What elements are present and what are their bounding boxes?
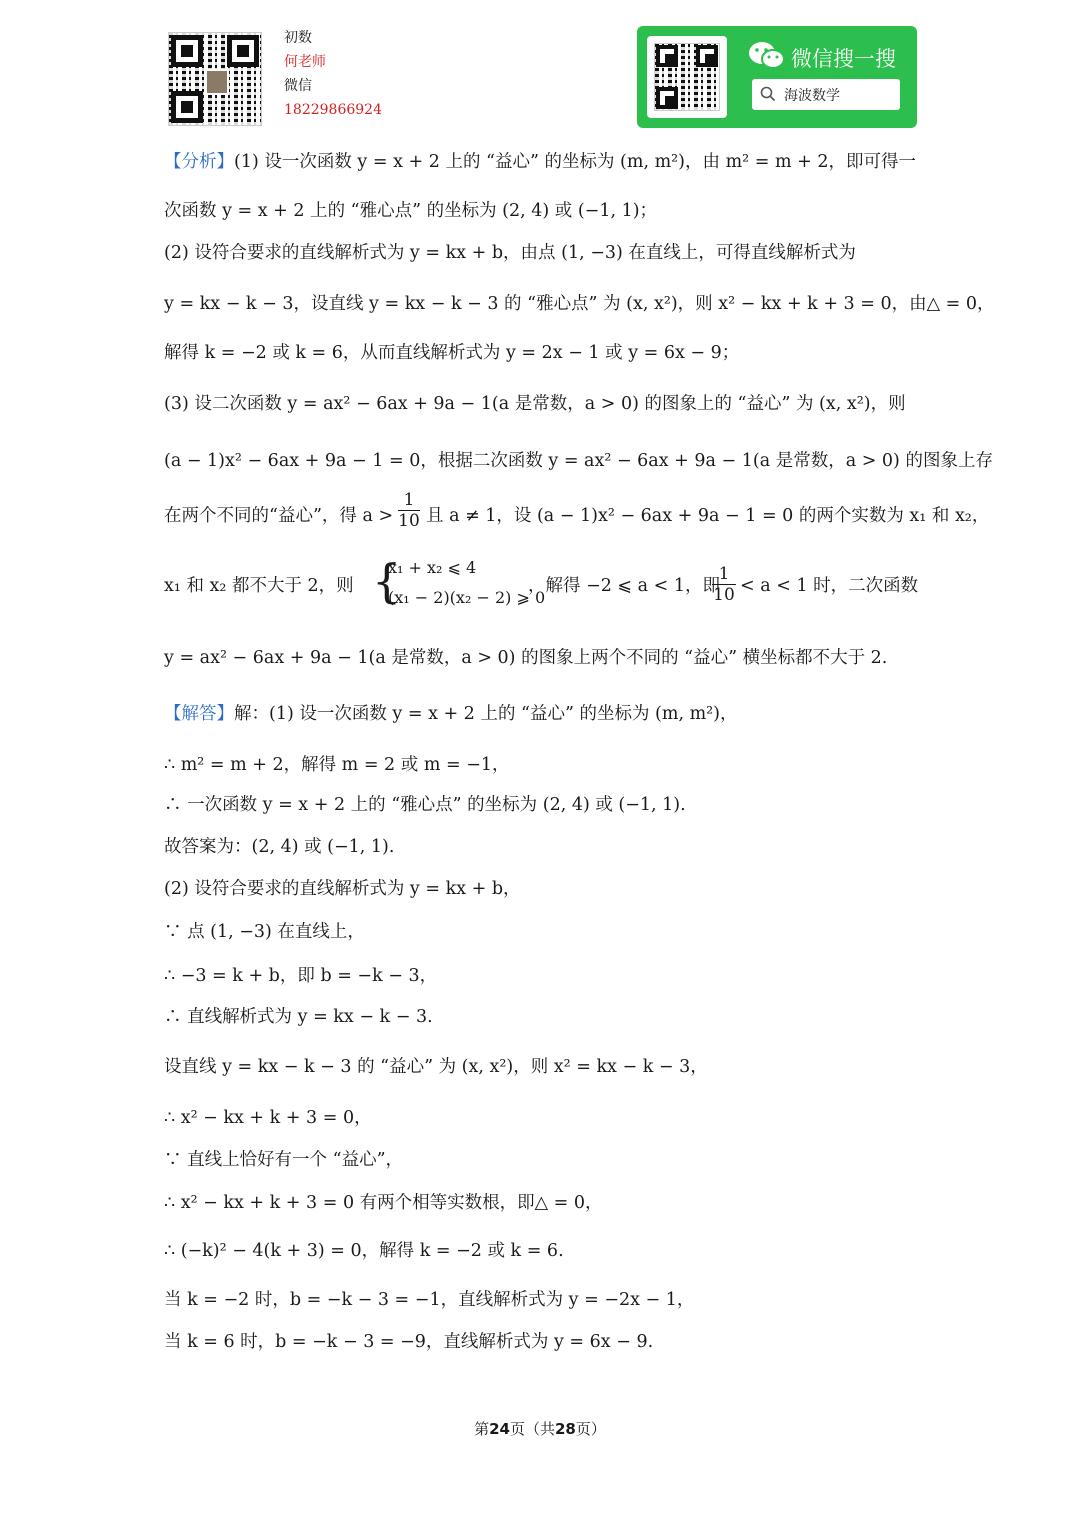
qr-finder-icon (656, 45, 678, 67)
contact-line: 初数 (284, 30, 312, 46)
analysis-line: 且 a ≠ 1，设 (a − 1)x² − 6ax + 9a − 1 = 0 的两个实数为 x₁ 和 x₂， (426, 506, 990, 526)
wechat-qr-frame (647, 36, 727, 118)
search-icon (760, 86, 776, 102)
system-brace: { (372, 554, 402, 608)
analysis-line: (a − 1)x² − 6ax + 9a − 1 = 0，根据二次函数 y = ax² − 6ax + 9a − 1(a 是常数，a > 0) 的图象上存 (164, 451, 993, 471)
answer-line: 当 k = 6 时，b = −k − 3 = −9，直线解析式为 y = 6x − 9. (164, 1332, 654, 1352)
contact-name: 何老师 (284, 54, 326, 70)
answer-line: ∴ 直线解析式为 y = kx − k − 3. (164, 1007, 433, 1027)
analysis-line: 解得 k = −2 或 k = 6，从而直线解析式为 y = 2x − 1 或 y = 6x − 9； (164, 343, 740, 363)
analysis-line: 在两个不同的“益心”，得 a > (164, 506, 394, 526)
answer-line: 当 k = −2 时，b = −k − 3 = −1，直线解析式为 y = −2x − 1， (164, 1290, 695, 1310)
analysis-line: ，解得 −2 ⩽ a < 1，即 (528, 576, 721, 596)
page-footer: 第24页（共28页） (474, 1420, 606, 1438)
qr-finder-icon (171, 91, 203, 123)
wechat-search-input[interactable] (752, 79, 900, 110)
answer-line: ∵ 直线上恰好有一个 “益心”， (164, 1150, 404, 1170)
answer-line: 【解答】解：(1) 设一次函数 y = x + 2 上的 “益心” 的坐标为 (m, m²)， (164, 704, 738, 724)
answer-line: ∴ −3 = k + b，即 b = −k − 3， (164, 966, 438, 986)
answer-line: ∵ 点 (1, −3) 在直线上， (164, 922, 365, 942)
answer-line: ∴ (−k)² − 4(k + 3) = 0，解得 k = −2 或 k = 6. (164, 1241, 564, 1261)
analysis-line: y = ax² − 6ax + 9a − 1(a 是常数，a > 0) 的图象上两个不同的 “益心” 横坐标都不大于 2. (164, 648, 888, 668)
analysis-line: 【分析】(1) 设一次函数 y = x + 2 上的 “益心” 的坐标为 (m, m²)，由 m² = m + 2，即可得一 (164, 152, 916, 172)
qr-finder-icon (696, 45, 718, 67)
analysis-line: < a < 1 时，二次函数 (740, 576, 919, 596)
analysis-tag: 【分析】 (164, 152, 234, 172)
qr-finder-icon (656, 87, 678, 109)
analysis-line: (3) 设二次函数 y = ax² − 6ax + 9a − 1(a 是常数，a > 0) 的图象上的 “益心” 为 (x, x²)，则 (164, 394, 906, 414)
analysis-line: (2) 设符合要求的直线解析式为 y = kx + b，由点 (1, −3) 在直线上，可得直线解析式为 (164, 243, 856, 263)
fraction: $\frac{1}{10}$ (713, 564, 735, 605)
analysis-line: x₁ 和 x₂ 都不大于 2，则 (164, 576, 354, 596)
page-number: 24 (489, 1420, 510, 1438)
wechat-qr-code (654, 43, 720, 111)
fraction: $\frac{1}{10}$ (398, 490, 420, 531)
contact-line: 微信 (284, 78, 312, 94)
qr-finder-icon (227, 35, 259, 67)
analysis-line: 次函数 y = x + 2 上的 “雅心点” 的坐标为 (2, 4) 或 (−1, 1)； (164, 201, 658, 221)
system-equation: (x₁ − 2)(x₂ − 2) ⩾ 0 (388, 588, 546, 607)
qr-finder-icon (171, 35, 203, 67)
contact-qr-code (168, 32, 262, 126)
wechat-search-text: 海波数学 (784, 88, 840, 104)
page-total: 28 (555, 1420, 576, 1438)
wechat-search-banner[interactable] (637, 26, 917, 128)
answer-line: 设直线 y = kx − k − 3 的 “益心” 为 (x, x²)，则 x² = kx − k − 3， (164, 1057, 708, 1077)
contact-info (284, 26, 382, 122)
analysis-line: y = kx − k − 3，设直线 y = kx − k − 3 的 “雅心点” 为 (x, x²)，则 x² − kx + k + 3 = 0，由△ = 0， (164, 294, 995, 314)
answer-line: ∴ 一次函数 y = x + 2 上的 “雅心点” 的坐标为 (2, 4) 或 (−1, 1). (164, 795, 686, 815)
wechat-logo-icon (747, 40, 787, 72)
wechat-search-title: 微信搜一搜 (791, 47, 896, 71)
contact-phone: 18229866924 (284, 102, 382, 118)
answer-line: ∴ x² − kx + k + 3 = 0， (164, 1108, 372, 1128)
answer-line: ∴ m² = m + 2，解得 m = 2 或 m = −1， (164, 755, 510, 775)
avatar (205, 69, 229, 95)
system-equation: x₁ + x₂ ⩽ 4 (388, 558, 477, 577)
answer-line: 故答案为：(2, 4) 或 (−1, 1). (164, 837, 395, 857)
answer-tag: 【解答】 (164, 704, 234, 724)
answer-line: ∴ x² − kx + k + 3 = 0 有两个相等实数根，即△ = 0， (164, 1193, 603, 1213)
answer-line: (2) 设符合要求的直线解析式为 y = kx + b， (164, 879, 521, 899)
